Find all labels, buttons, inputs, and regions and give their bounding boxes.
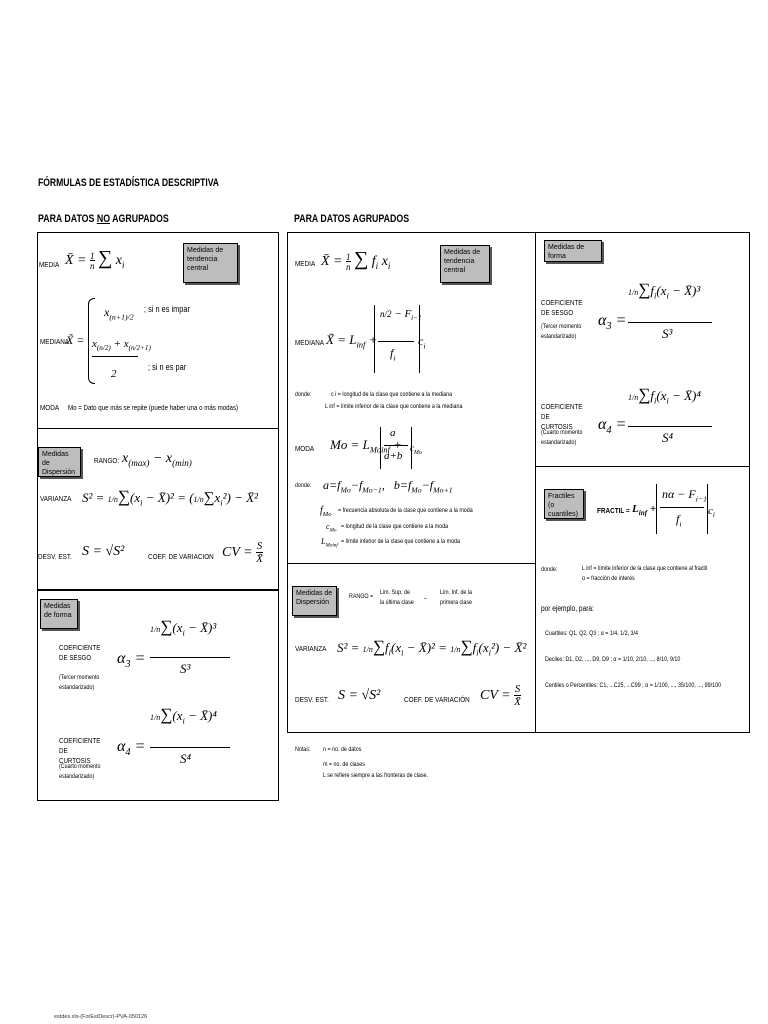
sesgo-label-left: COEFICIENTE DE SESGO [59,643,101,662]
rango-label-right: RANGO = [349,593,374,600]
desv-label-right: DESV. EST. [295,695,329,704]
alpha4-left: $\alpha_4$ = [117,738,146,759]
alpha3-den-left: S³ [180,661,191,676]
ejemplo-text: por ejemplo, para: [541,604,594,613]
lmoinf-symbol: $L_{Moinf}$ [321,537,338,549]
alpha3-num-left: $1/n\sum(x_i$ − X̄)³ [150,617,217,638]
notas-label: Notas: [295,746,311,753]
mediana-bar-right [378,341,414,342]
left-heading-post: AGRUPADOS [110,213,169,225]
rango-minus-right: – [424,595,427,602]
fmo-symbol: $f_{Mo}$ [320,505,332,518]
linf-text: L inf = límite inferior de la clase que contiene a la mediana [325,403,463,410]
cuartiles-text: Cuartiles: Q1, Q2, Q3 ; α = 1/4, 1/2, 3/4 [545,630,639,637]
alpha3-bar-left [150,657,230,658]
mediana-den-right: $f_i$ [390,346,396,363]
donde2: donde: [295,482,312,489]
right-right-divider [535,466,750,467]
mediana-par-note: ; si n es par [148,362,187,372]
moda-text-left: Mo = Dato que más se repite (puede haber una o más modas) [68,403,239,412]
mediana-impar-formula: $x_{(n+1)/2}$ [104,305,134,322]
cv-formula-left: CV = S X̄ [222,540,263,565]
fractil-num: $n\alpha - F_{i-1}$ [662,487,708,504]
left-heading-pre: PARA DATOS [38,213,97,225]
left-heading-no: NO [96,213,111,225]
rango-a-right: Lim. Sup. de la última clase [380,589,414,606]
page-title: FÓRMULAS DE ESTADÍSTICA DESCRIPTIVA [38,177,219,189]
moda-num-right: a [390,427,396,439]
nota-3: L se refiere siempre a las fronteras de clase. [323,772,428,779]
deciles-text: Deciles: D1, D2, ..., D9, D9 ; α = 1/10, 2/10, ..., 8/10, 9/10 [545,656,681,663]
fractil-den: $f_i$ [676,512,682,529]
moda-bracket-right [380,427,412,469]
mediana-impar-note: ; si n es impar [144,304,190,314]
sesgo-note-left: (Tercer momento estandarizado) [59,674,100,691]
alpha4-right: $\alpha_4$ = [598,416,627,437]
right-heading: PARA DATOS AGRUPADOS [294,213,410,225]
alpha3-right: $\alpha_3$ = [598,312,627,333]
varianza-formula-left: $S^2 = 1/n\sum(x_i$ − X̄)² = $(1/n\sum x_i^2)$ − X̄² [82,487,258,508]
cmo-symbol: $c_{Mo}$ [326,522,337,534]
moda-label-right: MODA [295,444,315,453]
rango-label-left: RANGO: [94,456,120,465]
varianza-formula-right: $S^2 = 1/n\sum f_i(x_i$ − X̄)² = $1/n\sum f_i(x_i^2)$ − X̄² [337,637,527,658]
cv-label-left: COEF. DE VARIACION [148,552,214,561]
alpha4-bar-left [150,747,230,748]
mediana-label-right: MEDIANA [295,338,325,347]
lmoinf-text: = límite inferior de la clase que contiene a la moda [341,538,460,545]
mediana-frac-bar [92,356,138,357]
left-divider [37,428,279,429]
desv-formula-right: S = √S² [338,688,381,703]
mediana-formula-left: X̃ = [66,333,85,347]
curtosis-label-right: COEFICIENTE DE CURTOSIS [541,402,583,431]
linfa-text: L inf = límite inferior de la clase que contiene al fractil [582,565,708,572]
donde1: donde: [295,391,312,398]
right-left-divider [287,563,535,564]
media-formula-right: X̄ = 1 n ∑ $f_i$ $x_i$ [321,248,391,272]
fractil-label: FRACTIL = [597,506,630,515]
desv-formula-left: S = √S² [82,544,125,559]
tag-dispersion-left: Medidas de Dispersión [38,447,81,477]
mediana-par-formula: $x_{(n/2)} + x_{(n/2+1)}$ [92,338,151,353]
sesgo-label-right: COEFICIENTE DE SESGO [541,298,583,317]
moda-label-left: MODA [40,403,60,412]
media-label-right: MEDIA [295,259,316,268]
moda-c-right: $c_{Mo}$ [410,443,422,456]
tag-tendencia-right: Medidas de tendencia central [440,245,490,283]
donde3: donde: [541,566,558,573]
alpha-text: α = fracción de interés [582,575,635,582]
moda-formula-right: $Mo = L_{Moinf}$ + [330,437,403,455]
mediana-label-left: MEDIANA [40,337,70,346]
right-vertical-divider [535,232,536,733]
alpha4-num-left: $1/n\sum(x_i$ − X̄)⁴ [150,705,217,726]
cv-label-right: COEF. DE VARIACIÓN [404,695,470,704]
fractil-ci: $c_i$ [708,505,715,520]
curtosis-label-left: COEFICIENTE DE CURTOSIS [59,736,101,765]
footer: estdes.xls-(ForEstDescr)-PVA-050126 [54,1014,148,1020]
cmo-text: = longitud de la clase que contiene a la moda [341,523,449,530]
rango-formula-left: $x_{(max)} - x_{(min)}$ [122,451,192,468]
tag-dispersion-right: Medidas de Dispersión [292,586,337,616]
alpha4-num-right: $1/n\sum f_i(x_i$ − X̄)⁴ [628,385,701,406]
alpha3-num-right: $1/n\sum f_i(x_i$ − X̄)³ [628,280,701,301]
varianza-label-left: VARIANZA [40,494,72,503]
alpha3-den-right: S³ [662,326,673,341]
curtosis-note-left: (Cuarto momento estandarizado) [59,763,101,780]
nota-2: m = no. de clases [323,761,365,768]
fractil-bar [660,507,704,508]
rango-b-right: Lim. Inf. de la primera clase [440,589,473,606]
fractil-linf: $L_{inf}$ + [632,503,657,518]
mediana-num-right: $n/2 - F_{i-1}$ [380,308,422,323]
mediana-formula-right: X̃ = $L_{inf}$ + [326,332,378,350]
alpha3-bar-right [628,322,712,323]
left-heading [38,213,169,225]
fmo-text: = frecuencia absoluta de la clase que contiene a la moda [338,507,473,514]
sesgo-note-right: (Tercer momento estandarizado) [541,323,582,340]
cv-formula-right: CV = S X̄ [480,683,521,708]
alpha3-left: $\alpha_3$ = [117,650,146,671]
tag-tendencia-left: Medidas de tendencia central [183,243,238,283]
media-formula-left: X̄ = 1 n ∑ $x_i$ [65,247,125,271]
alpha4-bar-right [628,426,712,427]
alpha4-den-right: S⁴ [662,430,674,445]
tag-forma-right: Medidas de forma [544,240,602,262]
desv-label-left: DESV. EST. [38,552,72,561]
nota-1: n = no. de datos [323,746,362,753]
ab-formula: $a=f_{Mo}-f_{Mo-1}$, $b=f_{Mo}-f_{Mo+1}$ [323,478,453,495]
curtosis-note-right: (Cuarto momento estandarizado) [541,429,583,446]
moda-bar-right [384,445,408,446]
alpha4-den-left: S⁴ [180,751,192,766]
centiles-text: Centiles o Percentiles: C1, ...C25, ...C99 ; α = 1/100, ..., 35/100, ..., 99/100 [545,682,721,689]
varianza-label-right: VARIANZA [295,644,327,653]
moda-den-right: a+b [384,450,403,462]
tag-forma-left: Medidas de forma [40,599,78,629]
mediana-ci-right: $c_i$ [418,334,426,351]
media-label-left: MEDIA [39,260,60,269]
ci-text: c i = longitud de la clase que contiene a la mediana [331,391,453,398]
mediana-denominator: 2 [111,368,117,380]
tag-fractiles: Fractiles (o cuantiles) [544,489,584,519]
